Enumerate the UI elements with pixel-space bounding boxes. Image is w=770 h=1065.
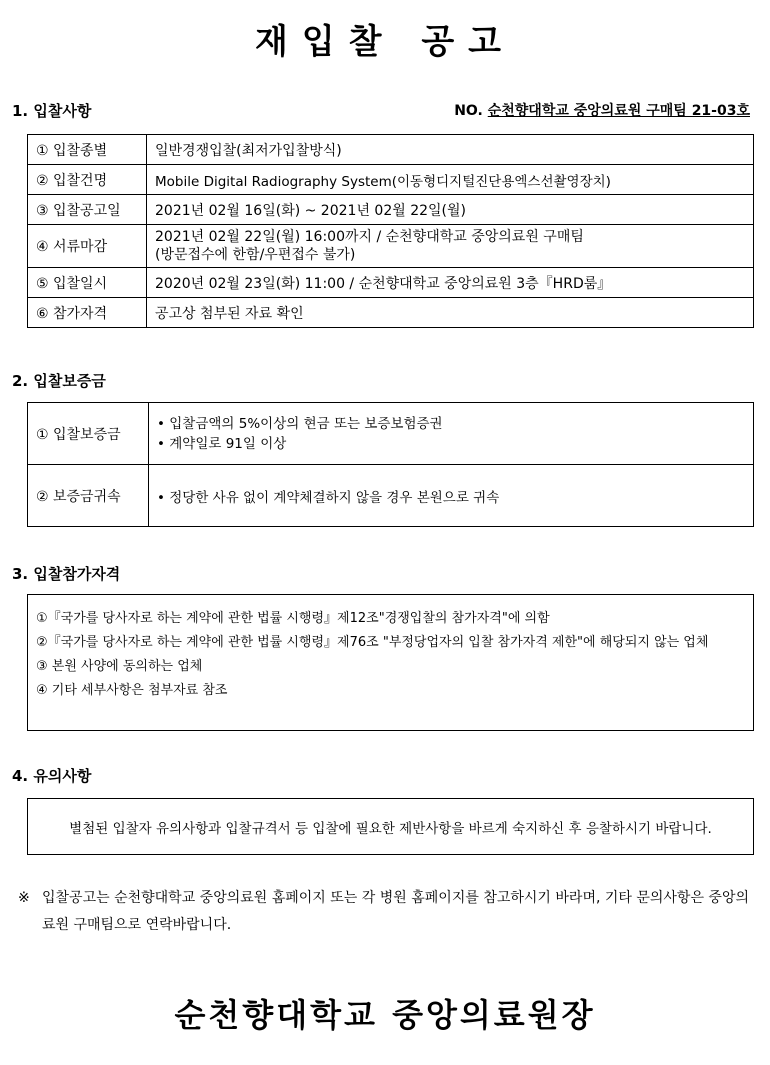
bid-info-key: ② 입찰건명 [28, 165, 147, 195]
list-item: ③ 본원 사양에 동의하는 업체 [36, 659, 203, 674]
table-row [28, 225, 754, 268]
footnote [18, 885, 758, 939]
list-item: • 입찰금액의 5%이상의 현금 또는 보증보험증권 [157, 415, 443, 432]
caution-text: 별첨된 입찰자 유의사항과 입찰규격서 등 입찰에 필요한 제반사항을 바르게 숙지하신 후 응찰하시기 바랍니다. [69, 820, 712, 837]
deposit-key: ① 입찰보증금 [28, 403, 149, 465]
table-row [28, 135, 754, 165]
list-item: ④ 기타 세부사항은 첨부자료 참조 [36, 683, 228, 698]
page-title: 재입찰 공고 [254, 22, 516, 62]
bid-info-value-line: 2021년 02월 22일(월) 16:00까지 / 순천향대학교 중앙의료원 구매팀 [155, 229, 584, 245]
table-row [28, 268, 754, 298]
bid-info-key: ③ 입찰공고일 [28, 195, 147, 225]
table-row [28, 195, 754, 225]
notice-number-label: NO. [454, 103, 483, 119]
table-row [28, 403, 754, 465]
bid-info-key: ⑤ 입찰일시 [28, 268, 147, 298]
list-item: • 계약일로 91일 이상 [157, 435, 287, 452]
deposit-items [149, 403, 754, 465]
deposit-table [27, 402, 754, 527]
table-row [28, 465, 754, 527]
bid-info-table [27, 134, 754, 328]
signature: 순천향대학교 중앙의료원장 [174, 996, 596, 1034]
bid-info-key: ④ 서류마감 [28, 225, 147, 268]
list-item: • 정당한 사유 없이 계약체결하지 않을 경우 본원으로 귀속 [157, 489, 500, 506]
bid-info-value: 2021년 02월 16일(화) ~ 2021년 02월 22일(월) [147, 195, 754, 225]
list-item: ①『국가를 당사자로 하는 계약에 관한 법률 시행령』제12조"경쟁입찰의 참가자격"에 의함 [36, 611, 550, 626]
bid-info-value: Mobile Digital Radiography System(이동형디지털진단용엑스선촬영장치) [147, 165, 754, 195]
bid-info-value: 공고상 첨부된 자료 확인 [147, 298, 754, 328]
notice-number-value: 순천향대학교 중앙의료원 구매팀 21-03호 [487, 103, 750, 119]
deposit-items [149, 465, 754, 527]
bid-info-value [147, 225, 754, 268]
section-heading-caution: 4. 유의사항 [12, 767, 92, 785]
bid-info-value-line: (방문접수에 한함/우편접수 불가) [155, 247, 356, 263]
footnote-mark: ※ [18, 890, 30, 906]
bid-info-key: ① 입찰종별 [28, 135, 147, 165]
list-item: ②『국가를 당사자로 하는 계약에 관한 법률 시행령』제76조 "부정당업자의 입찰 참가자격 제한"에 해당되지 않는 업체 [36, 635, 709, 650]
section-heading-deposit: 2. 입찰보증금 [12, 372, 106, 390]
section-heading-bid-info: 1. 입찰사항 [12, 102, 92, 120]
deposit-key: ② 보증금귀속 [28, 465, 149, 527]
bid-info-value: 2020년 02월 23일(화) 11:00 / 순천향대학교 중앙의료원 3층『HRD룸』 [147, 268, 754, 298]
table-row [28, 165, 754, 195]
section-heading-qualifications: 3. 입찰참가자격 [12, 565, 121, 583]
table-row [28, 298, 754, 328]
qualifications-box [27, 594, 754, 731]
bid-info-key: ⑥ 참가자격 [28, 298, 147, 328]
caution-box [27, 798, 754, 855]
notice-number [454, 100, 750, 120]
footnote-text: 입찰공고는 순천향대학교 중앙의료원 홈페이지 또는 각 병원 홈페이지를 참고하시기 바라며, 기타 문의사항은 중앙의료원 구매팀으로 연락바랍니다. [42, 890, 750, 933]
bid-info-value: 일반경쟁입찰(최저가입찰방식) [147, 135, 754, 165]
